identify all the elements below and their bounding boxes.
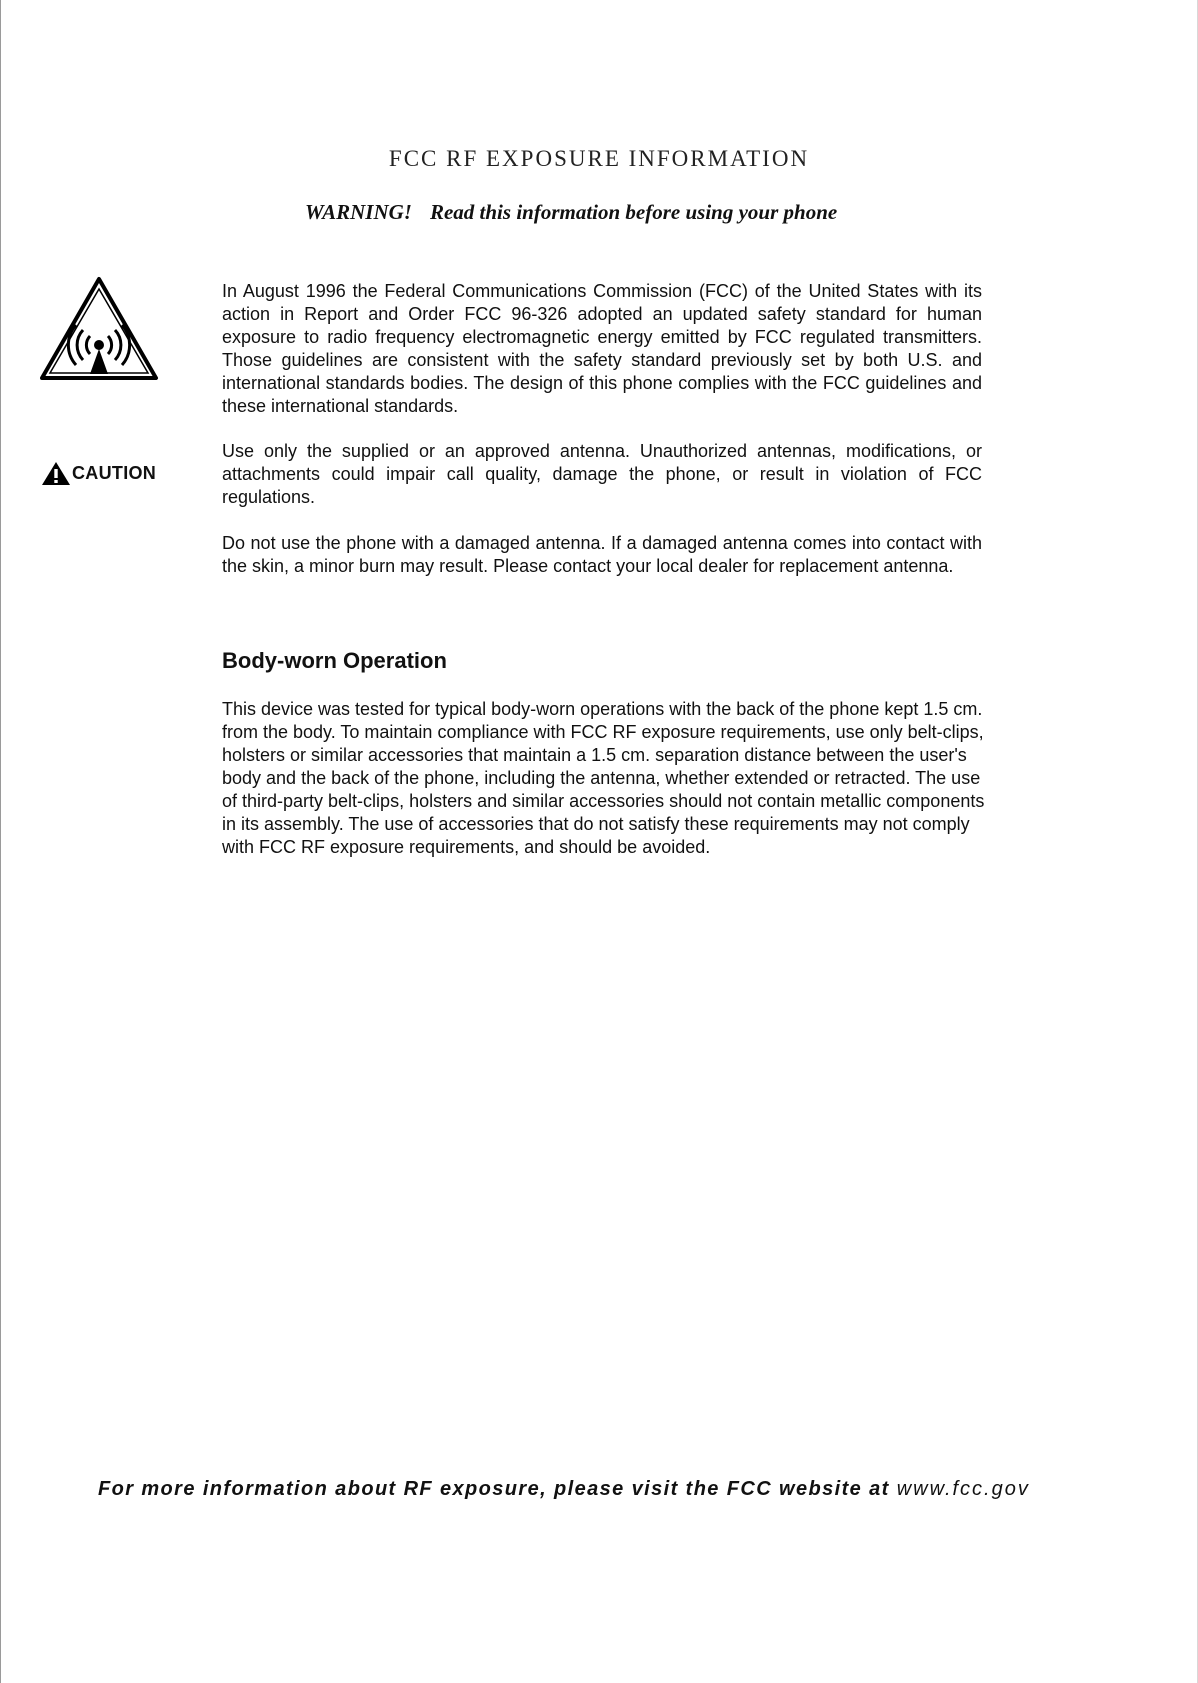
damaged-antenna-paragraph: Do not use the phone with a damaged antenna. If a damaged antenna comes into contact with the skin, a minor burn may result. Please contact your local dealer for replacement antenna. [222, 533, 982, 576]
body-worn-heading: Body-worn Operation [222, 648, 447, 673]
fcc-website-link[interactable]: www.fcc.gov [896, 1478, 1030, 1500]
caution-label: CAUTION [72, 462, 157, 483]
fcc-standard-paragraph: In August 1996 the Federal Communications Commission (FCC) of the United States with its action in Report and Order FCC 96-326 adopted an updated safety standard for human exposure to radio frequency electromagnetic energy emitted by FCC regulated transmitters. Those guidelines are consistent with the safety standard previously set by both U.S. and international standards bodies. The design of this phone complies with the FCC guidelines and these international standards. [222, 281, 982, 416]
body-worn-paragraph: This device was tested for typical body-worn operations with the back of the phone kept 1.5 cm. from the body. To maintain compliance with FCC RF exposure requirements, use only belt-clips, holsters or similar accessories that maintain a 1.5 cm. separation distance between the user's body and the back of the phone, including the antenna, whether extended or retracted. The use of third-party belt-clips, holsters and similar accessories should not contain metallic components in its assembly. The use of accessories that do not satisfy these requirements may not comply with FCC RF exposure requirements, and should be avoided. [222, 699, 985, 857]
caution-indicator [41, 461, 156, 485]
approved-antenna-paragraph: Use only the supplied or an approved antenna. Unauthorized antennas, modifications, or attachments could impair call quality, damage the phone, or result in violation of FCC regulations. [222, 441, 982, 507]
footer-text: For more information about RF exposure, please visit the FCC website at [98, 1478, 890, 1500]
rf-radiation-warning-icon [38, 275, 160, 383]
page-title: FCC RF EXPOSURE INFORMATION [388, 146, 810, 171]
page-left-border [0, 0, 1, 1683]
warning-text: Read this information before using your phone [429, 200, 838, 224]
footer-note [98, 1478, 1188, 1501]
warning-line [305, 200, 945, 225]
caution-triangle-icon [41, 461, 71, 486]
warning-label: WARNING! [305, 200, 412, 224]
